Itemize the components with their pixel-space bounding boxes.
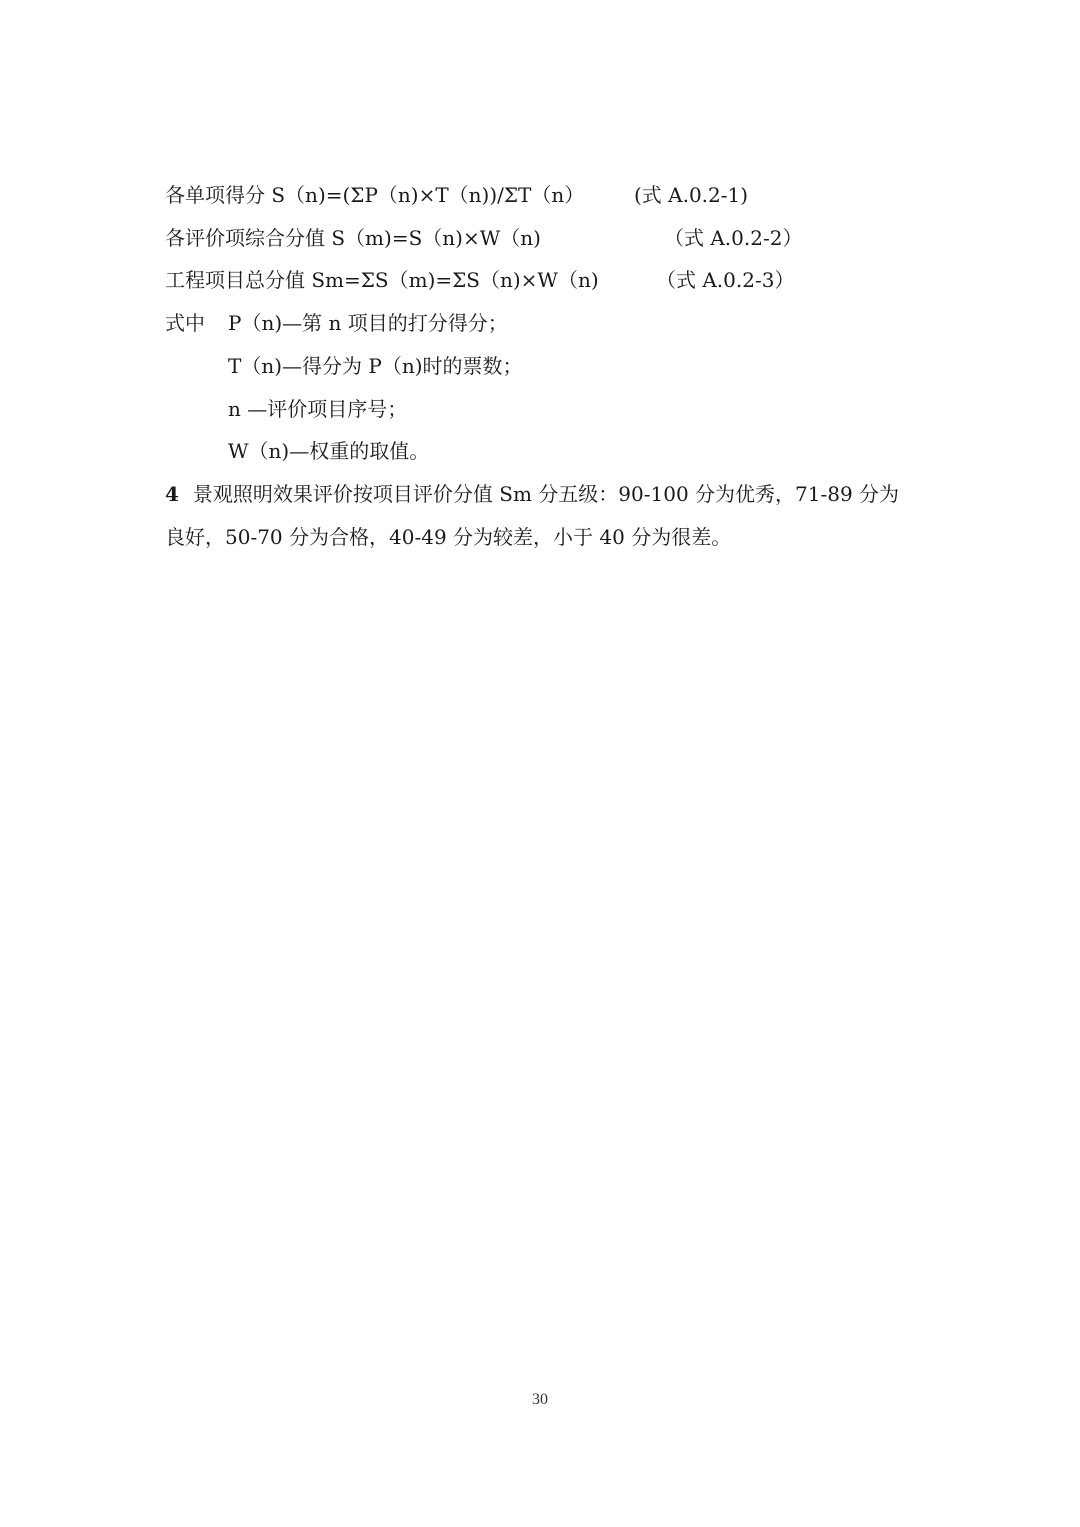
- formula-text: 工程项目总分值 Sm=ΣS（m)=ΣS（n)×W（n): [165, 268, 599, 292]
- formula-text: 各单项得分 S（n)=(ΣP（n)×T（n))/ΣT（n）: [165, 183, 585, 207]
- definition-text: P（n)—第 n 项目的打分得分；: [228, 311, 508, 335]
- formula-line-2: [165, 224, 925, 252]
- definition-line-4: [228, 437, 828, 465]
- definition-prefix: 式中: [165, 311, 205, 335]
- definition-text: T（n)—得分为 P（n)时的票数；: [228, 354, 523, 378]
- formula-line-3: [165, 266, 925, 294]
- formula-reference: (式 A.0.2-1): [634, 183, 749, 207]
- definition-line-1: [165, 309, 865, 337]
- clause-text: 景观照明效果评价按项目评价分值 Sm 分五级：90-100 分为优秀，71-89 分为: [192, 482, 900, 506]
- clause-line-2: [165, 523, 925, 551]
- formula-line-1: [165, 181, 925, 209]
- definition-text: n —评价项目序号；: [228, 397, 408, 421]
- formula-text: 各评价项综合分值 S（m)=S（n)×W（n): [165, 226, 541, 250]
- clause-line-1: [165, 480, 925, 508]
- definition-text: W（n)—权重的取值。: [228, 439, 430, 463]
- formula-reference: （式 A.0.2-3）: [656, 268, 795, 292]
- formula-reference: （式 A.0.2-2）: [664, 226, 803, 250]
- clause-number: 4: [165, 482, 179, 506]
- definition-line-2: [228, 352, 828, 380]
- definition-line-3: [228, 395, 828, 423]
- page-number: 30: [532, 1391, 548, 1408]
- clause-text: 良好，50-70 分为合格，40-49 分为较差，小于 40 分为很差。: [165, 525, 732, 549]
